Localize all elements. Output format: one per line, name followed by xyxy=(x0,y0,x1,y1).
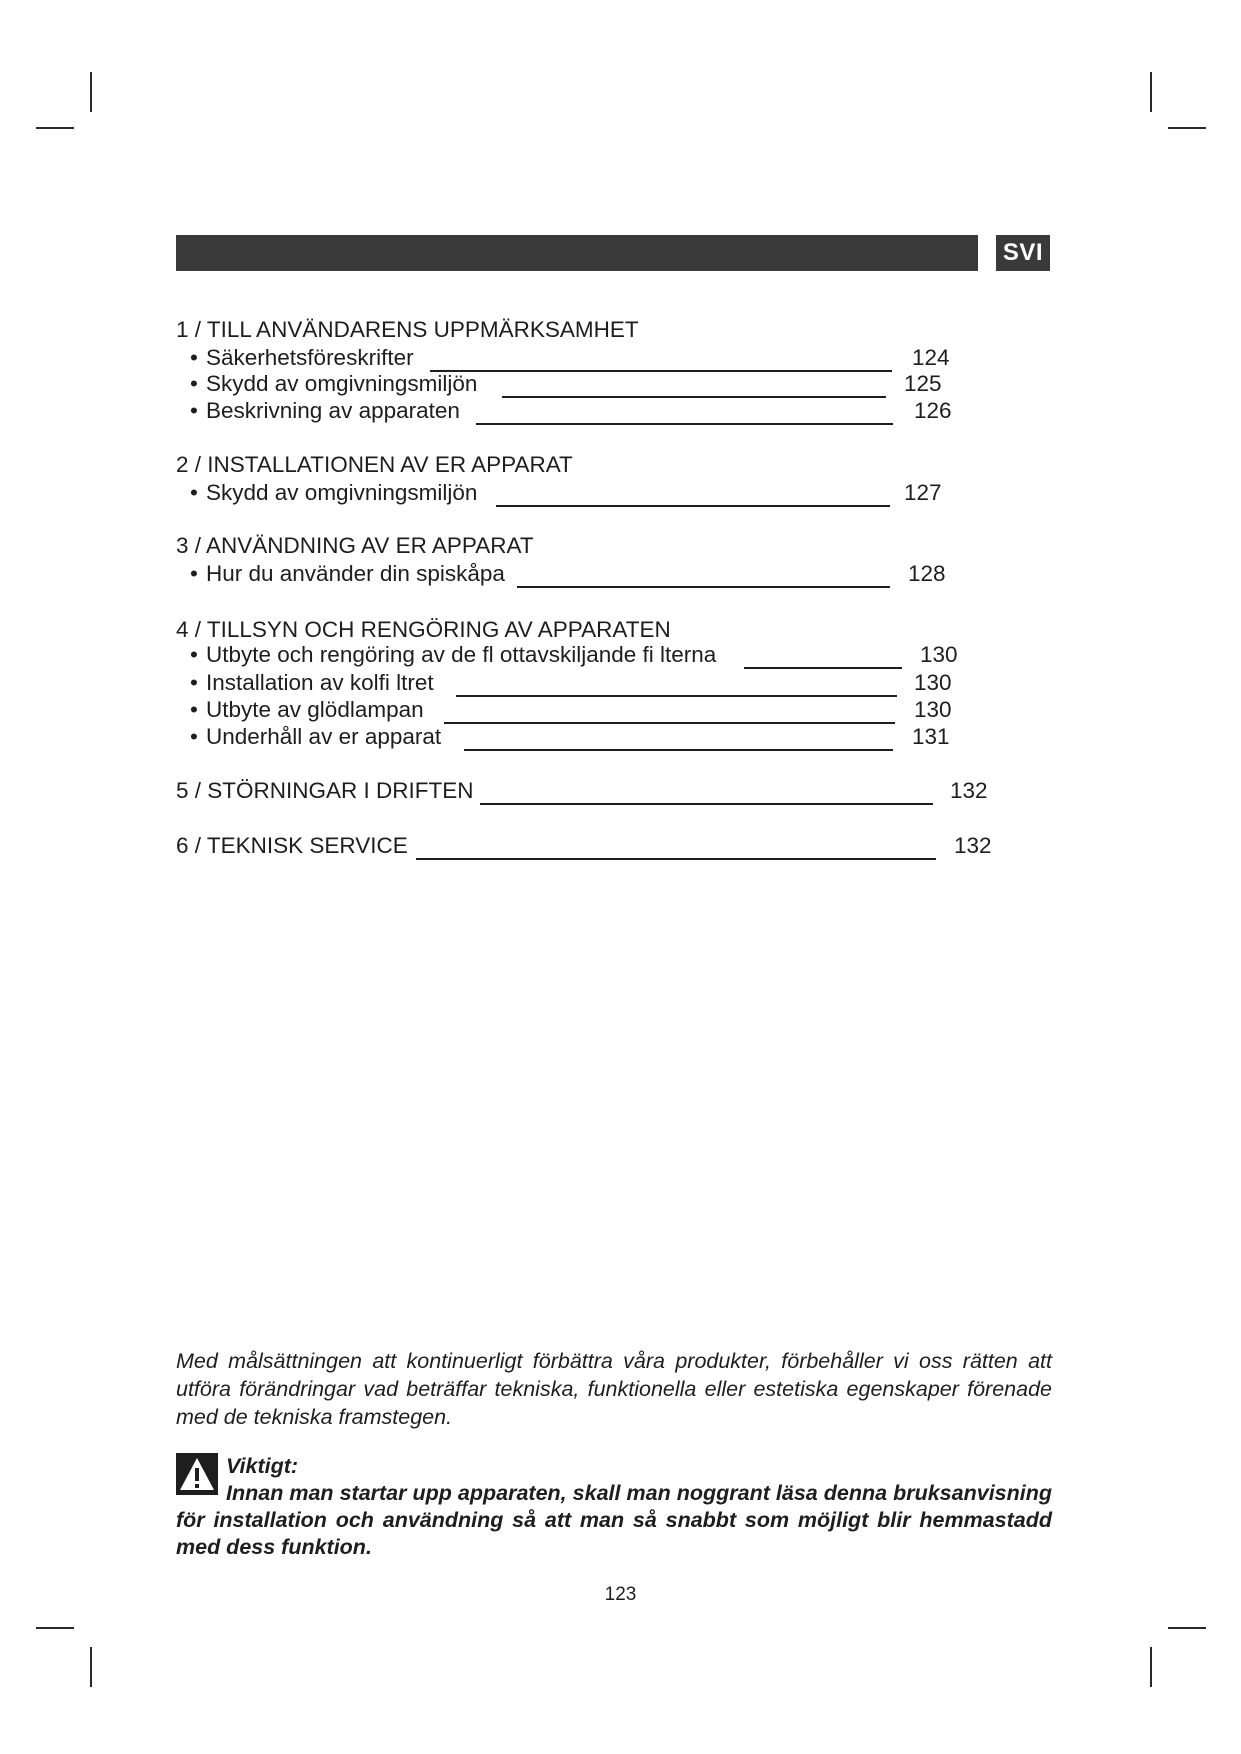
crop-mark-bottom-right-v xyxy=(1150,1647,1152,1687)
toc-item-4-3-label: Utbyte av glödlampan xyxy=(206,697,424,722)
crop-mark-top-left-v xyxy=(90,72,92,112)
toc-section-2-title: 2 / INSTALLATIONEN AV ER APPARAT xyxy=(176,452,573,477)
bullet-icon: • xyxy=(190,480,198,505)
crop-mark-bottom-left-v xyxy=(90,1647,92,1687)
toc-item-2-1-label: Skydd av omgivningsmiljön xyxy=(206,480,478,505)
toc-section-4-title: 4 / TILLSYN OCH RENGÖRING AV APPARATEN xyxy=(176,617,671,642)
toc-item-1-3-label: Beskrivning av apparaten xyxy=(206,398,460,423)
toc-leader xyxy=(517,586,890,588)
toc-leader xyxy=(456,695,897,697)
toc-section-1-title: 1 / TILL ANVÄNDARENS UPPMÄRKSAMHET xyxy=(176,317,639,342)
page-number: 123 xyxy=(604,1584,637,1605)
warning-icon xyxy=(176,1453,218,1495)
toc-item-3-1-label: Hur du använder din spiskåpa xyxy=(206,561,505,586)
toc-item-4-2-label: Installation av kolfi ltret xyxy=(206,670,434,695)
bullet-icon: • xyxy=(190,371,198,396)
toc-leader xyxy=(416,858,936,860)
toc-item-1-2-label: Skydd av omgivningsmiljön xyxy=(206,371,478,396)
toc-item-4-2-page: 130 xyxy=(914,670,952,695)
toc-item-1-2-page: 125 xyxy=(904,371,942,396)
toc-item-1-3-page: 126 xyxy=(914,398,952,423)
crop-mark-top-left-h xyxy=(36,127,74,129)
toc-item-1-1-label: Säkerhetsföreskrifter xyxy=(206,345,414,370)
crop-mark-bottom-left-h xyxy=(36,1627,74,1629)
important-body: Innan man startar upp apparaten, skall man noggrant läsa denna bruksanvisning för installation och användning så att man så snabbt som möjligt blir hemmastadd med dess funktion. xyxy=(176,1481,1052,1559)
toc-leader xyxy=(476,423,893,425)
toc-section-6-title: 6 / TEKNISK SERVICE xyxy=(176,833,408,858)
toc-item-1-1-page: 124 xyxy=(912,345,950,370)
bullet-icon: • xyxy=(190,697,198,722)
toc-leader xyxy=(444,722,895,724)
bullet-icon: • xyxy=(190,724,198,749)
bullet-icon: • xyxy=(190,398,198,423)
toc-item-2-1-page: 127 xyxy=(904,480,942,505)
toc-section-6-page: 132 xyxy=(954,833,992,858)
toc-leader xyxy=(496,505,890,507)
toc-section-5-title: 5 / STÖRNINGAR I DRIFTEN xyxy=(176,778,474,803)
toc-item-3-1-page: 128 xyxy=(908,561,946,586)
toc-section-3-title: 3 / ANVÄNDNING AV ER APPARAT xyxy=(176,533,534,558)
toc-leader xyxy=(480,803,933,805)
crop-mark-top-right-v xyxy=(1150,72,1152,112)
bullet-icon: • xyxy=(190,561,198,586)
crop-mark-top-right-h xyxy=(1168,127,1206,129)
toc-leader xyxy=(464,749,893,751)
toc-item-4-4-label: Underhåll av er apparat xyxy=(206,724,442,749)
toc-item-4-4-page: 131 xyxy=(912,724,950,749)
crop-mark-bottom-right-h xyxy=(1168,1627,1206,1629)
language-badge: SVI xyxy=(996,235,1050,271)
important-heading: Viktigt: xyxy=(226,1454,299,1478)
important-notice xyxy=(176,1453,1052,1561)
toc-item-4-3-page: 130 xyxy=(914,697,952,722)
toc-item-4-1-label: Utbyte och rengöring av de fl ottavskiljande fi lterna xyxy=(206,642,717,667)
toc-section-5-page: 132 xyxy=(950,778,988,803)
toc-leader xyxy=(502,396,886,398)
disclaimer-paragraph: Med målsättningen att kontinuerligt förbättra våra produkter, förbehåller vi oss rätten att utföra förändringar vad beträffar tekniska, funktionella eller estetiska egenskaper förenade med de tekniska framstegen. xyxy=(176,1349,1052,1429)
header-bar xyxy=(176,235,978,271)
toc-leader xyxy=(430,370,892,372)
toc-leader xyxy=(744,667,902,669)
bullet-icon: • xyxy=(190,670,198,695)
bullet-icon: • xyxy=(190,345,198,370)
bullet-icon: • xyxy=(190,642,198,667)
toc-item-4-1-page: 130 xyxy=(920,642,958,667)
